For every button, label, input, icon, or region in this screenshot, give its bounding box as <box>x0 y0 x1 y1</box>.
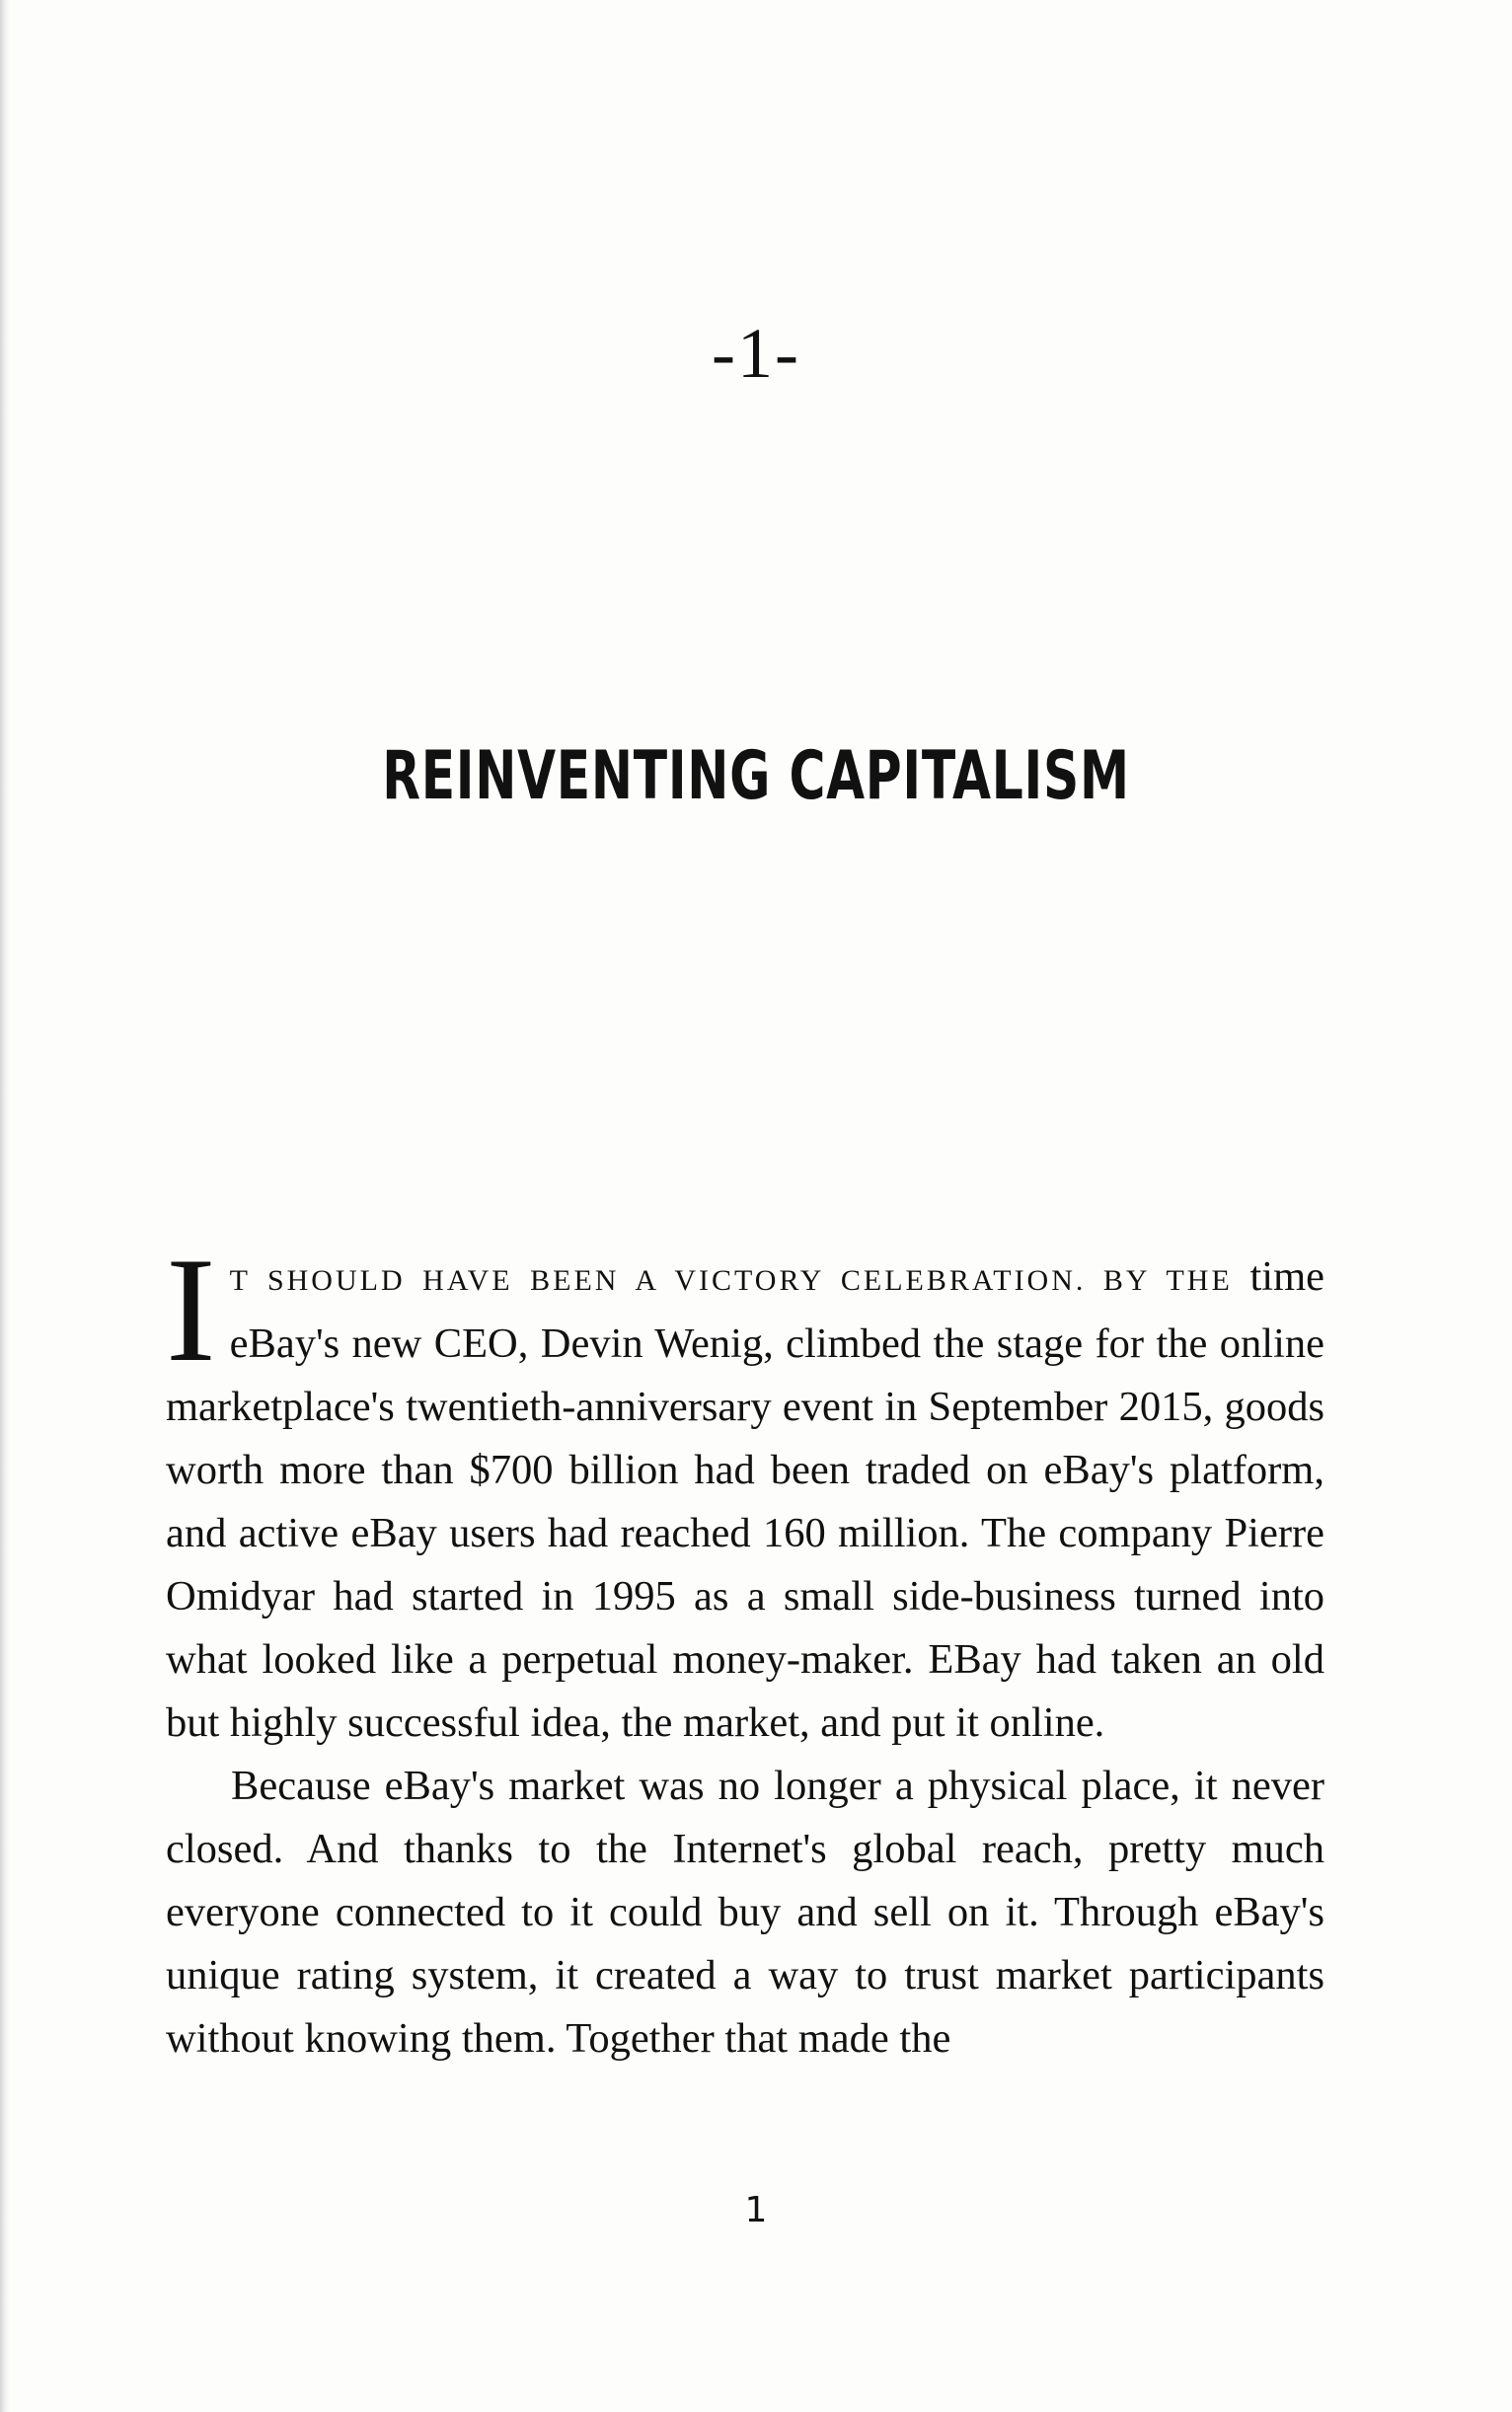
chapter-body <box>166 1227 1324 2071</box>
chapter-number: -1- <box>712 314 800 393</box>
paragraph-1 <box>166 1227 1324 1755</box>
drop-cap: I <box>166 1227 216 1393</box>
chapter-title: REINVENTING CAPITALISM <box>382 737 1130 815</box>
paragraph-2: Because eBay's market was no longer a physical place, it never closed. And thanks to the Internet's global reach, pretty much everyone connected to it could buy and sell on it. Through eBay's unique rating system, it created a way to trust market participants without knowing them. Together that made the <box>166 1763 1324 2062</box>
lead-in-smallcaps: T SHOULD HAVE BEEN A VICTORY CELEBRATION. BY THE <box>229 1264 1233 1297</box>
page-number: 1 <box>744 2190 768 2230</box>
paragraph-1-text: time eBay's new CEO, Devin Wenig, climbed the stage for the online marketplace's twentieth-anniversary event in September 2015, goods worth more than $700 billion had been traded on eBay's platform, and active eBay users had reached 160 million. The company Pierre Omidyar had started in 1995 as a small side-business turned into what looked like a perpetual money-maker. EBay had taken an old but highly successful idea, the market, and put it online. <box>166 1253 1324 1746</box>
